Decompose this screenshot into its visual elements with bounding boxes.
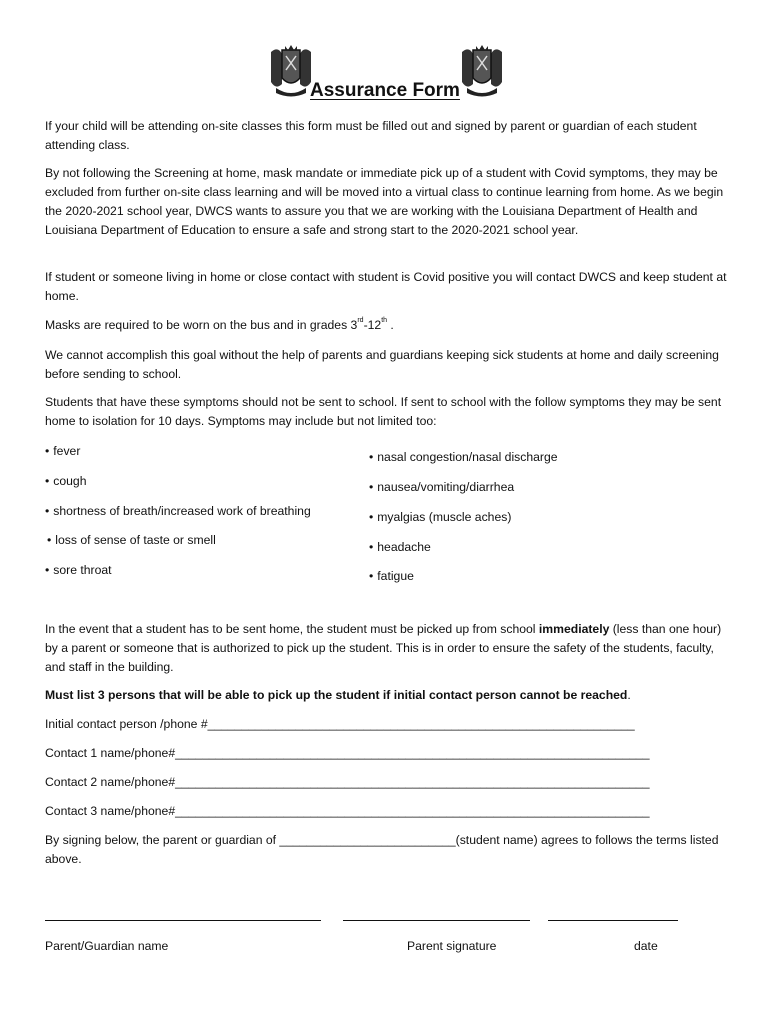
- agreement-paragraph: By signing below, the parent or guardian of __________________________(student name) agrees to follows the terms listed above.: [45, 833, 719, 866]
- positive-case-paragraph: If student or someone living in home or close contact with student is Covid positive you will contact DWCS and keep student at home.: [45, 270, 727, 303]
- symptom-item: • fever: [45, 444, 81, 458]
- bullet-icon: •: [45, 444, 50, 458]
- parent-signature-label: Parent signature: [407, 939, 497, 953]
- date-line[interactable]: [548, 920, 678, 921]
- page-title: Assurance Form: [310, 80, 460, 101]
- initial-contact-field[interactable]: Initial contact person /phone #_______________________________________________________________: [45, 717, 635, 731]
- bullet-icon: •: [369, 540, 374, 554]
- symptom-item: • loss of sense of taste or smell: [47, 533, 216, 547]
- parent-name-label: Parent/Guardian name: [45, 939, 169, 953]
- symptom-item: • cough: [45, 474, 87, 488]
- date-label: date: [634, 939, 658, 953]
- bullet-icon: •: [45, 563, 50, 577]
- contact-3-field[interactable]: Contact 3 name/phone#______________________________________________________________________: [45, 804, 650, 818]
- symptom-item: • shortness of breath/increased work of breathing: [45, 504, 311, 518]
- symptom-item: • nasal congestion/nasal discharge: [369, 450, 558, 464]
- symptom-item: • headache: [369, 540, 431, 554]
- intro-paragraph: If your child will be attending on-site classes this form must be filled out and signed by parent or guardian of each student attending class.: [45, 119, 697, 152]
- contact-2-field[interactable]: Contact 2 name/phone#______________________________________________________________________: [45, 775, 650, 789]
- bullet-icon: •: [47, 533, 52, 547]
- bullet-icon: •: [45, 474, 50, 488]
- bullet-icon: •: [45, 504, 50, 518]
- parent-signature-line[interactable]: [343, 920, 530, 921]
- symptom-item: • sore throat: [45, 563, 112, 577]
- symptoms-intro-paragraph: Students that have these symptoms should not be sent to school. If sent to school with the follow symptoms they may be sent home to isolation for 10 days. Symptoms may include but not limited too:: [45, 395, 722, 428]
- must-list-heading: Must list 3 persons that will be able to pick up the student if initial contact person cannot be reached.: [45, 688, 631, 702]
- parent-name-line[interactable]: [45, 920, 321, 921]
- masks-paragraph: Masks are required to be worn on the bus and in grades 3rd-12th .: [45, 317, 394, 332]
- pickup-paragraph: In the event that a student has to be sent home, the student must be picked up from school immediately (less than one hour) by a parent or someone that is authorized to pick up the student. This is in order to ensure the safety of the students, faculty, and staff in the building.: [45, 622, 722, 674]
- bullet-icon: •: [369, 569, 374, 583]
- help-paragraph: We cannot accomplish this goal without the help of parents and guardians keeping sick students at home and daily screening before sending to school.: [45, 348, 719, 381]
- bullet-icon: •: [369, 480, 374, 494]
- symptom-item: • myalgias (muscle aches): [369, 510, 512, 524]
- contact-1-field[interactable]: Contact 1 name/phone#______________________________________________________________________: [45, 746, 650, 760]
- symptom-item: • fatigue: [369, 569, 414, 583]
- bullet-icon: •: [369, 510, 374, 524]
- bullet-icon: •: [369, 450, 374, 464]
- screening-paragraph: By not following the Screening at home, mask mandate or immediate pick up of a student with Covid symptoms, they may be excluded from further on-site class learning and will be moved into a virtual class to continue learning from home. As we begin the 2020-2021 school year, DWCS wants to assure you that we are working with the Louisiana Department of Health and Louisiana Department of Education to ensure a safe and strong start to the 2020-2021 school year.: [45, 166, 724, 237]
- symptom-item: • nausea/vomiting/diarrhea: [369, 480, 515, 494]
